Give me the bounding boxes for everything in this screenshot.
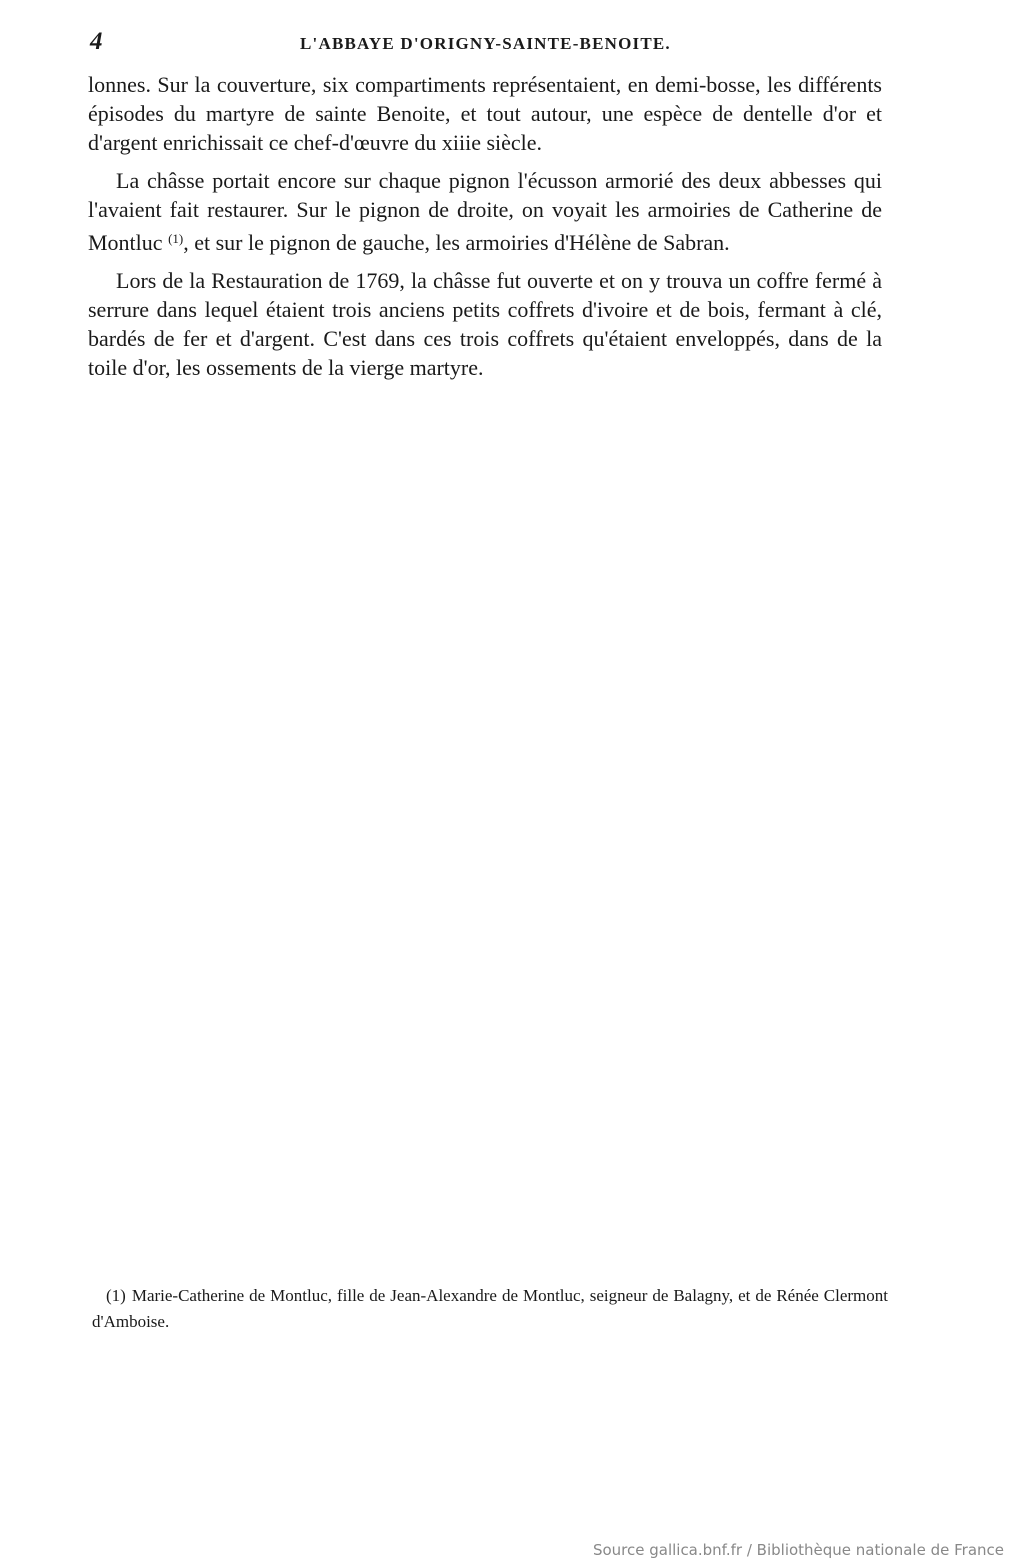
paragraph-1: lonnes. Sur la couverture, six compartiments représentaient, en demi-bosse, les différents épisodes du martyre de sainte Benoite, et tout autour, une espèce de dentelle d'or et d'argent enrichissait ce chef-d'œuvre du xiiie siècle.	[88, 72, 882, 155]
paragraph-2-text-start: La châsse portait encore sur chaque pignon l'écusson armorié des deux abbesses qui l'avaient fait restaurer. Sur le pignon de droite, on voyait les armoiries de Catherine de Montluc	[88, 168, 882, 255]
footnote-reference: (1)	[168, 231, 184, 246]
paragraph-2	[88, 166, 882, 257]
paragraph-3: Lors de la Restauration de 1769, la châsse fut ouverte et on y trouva un coffre fermé à serrure dans lequel étaient trois anciens petits coffrets d'ivoire et de bois, fermant à clé, bardés de fer et d'argent. C'est dans ces trois coffrets qu'étaient enveloppés, dans de la toile d'or, les ossements de la vierge martyre.	[88, 268, 882, 380]
running-head: L'ABBAYE D'ORIGNY-SAINTE-BENOITE.	[300, 34, 671, 53]
footnote-text: Marie-Catherine de Montluc, fille de Jean-Alexandre de Montluc, seigneur de Balagny, et de Rénée Clermont d'Amboise.	[92, 1286, 888, 1331]
footnote	[92, 1283, 888, 1335]
paragraph-2-text-end: , et sur le pignon de gauche, les armoiries d'Hélène de Sabran.	[183, 230, 730, 255]
footnote-marker: (1)	[106, 1286, 126, 1305]
source-attribution: Source gallica.bnf.fr / Bibliothèque nationale de France	[592, 1541, 1004, 1559]
footnote-paragraph	[92, 1283, 888, 1335]
page-number: 4	[90, 28, 103, 55]
body-text	[88, 70, 882, 391]
